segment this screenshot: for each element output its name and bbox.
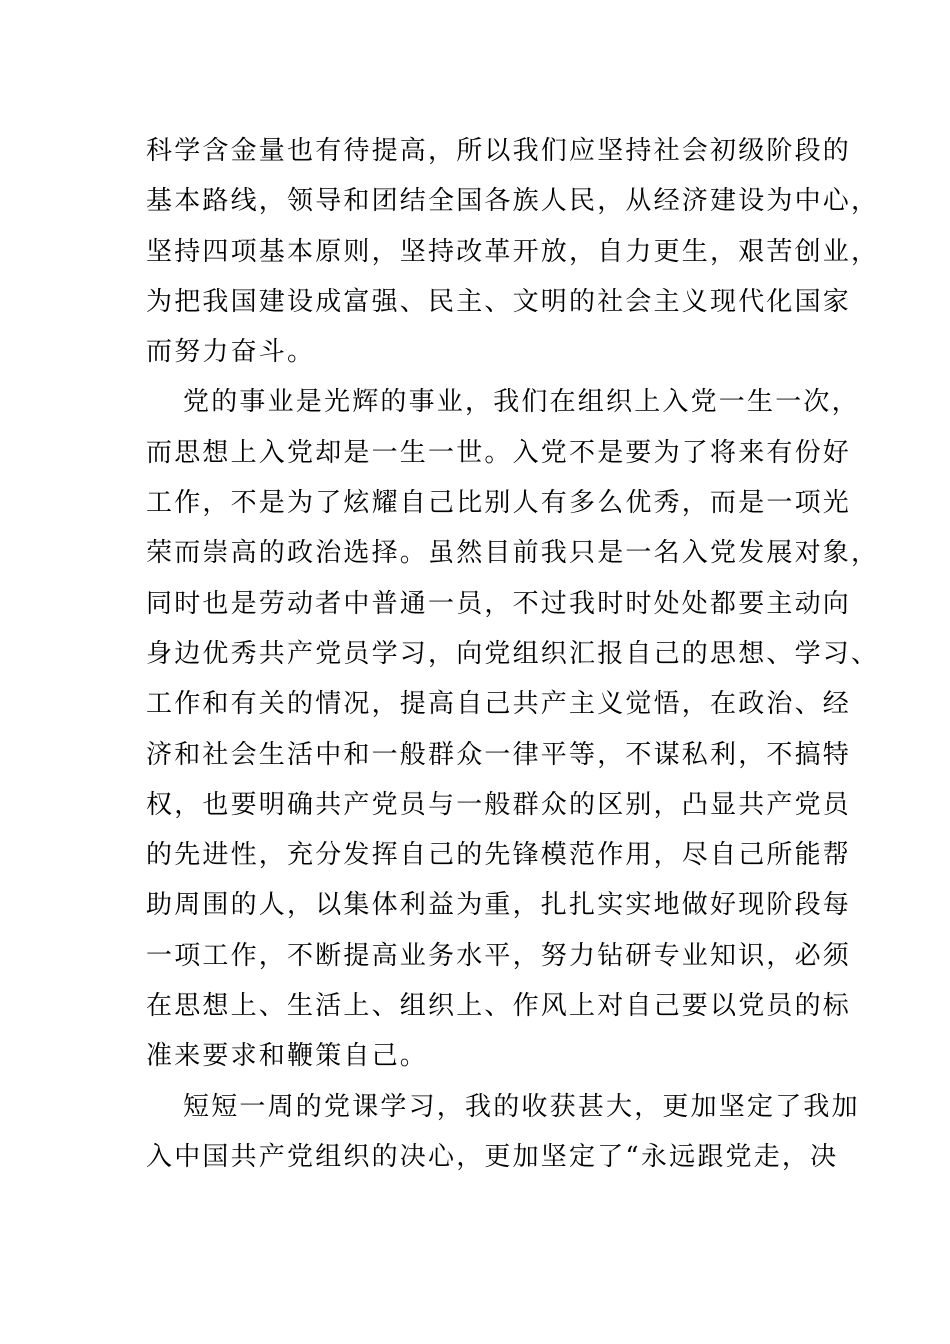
text-line: 而努力奋斗。 [146,337,316,368]
text-line: 而思想上入党却是一生一世。入党不是要为了将来有份好 [146,437,852,468]
text-line: 科学含金量也有待提高，所以我们应坚持社会初级阶段的 [146,136,852,166]
text-line: 为把我国建设成富强、民主、文明的社会主义现代化国家 [146,286,852,317]
text-line: 基本路线，领导和团结全国各族人民，从经济建设为中心， [146,186,880,217]
paragraph-start-line: 党的事业是光辉的事业，我们在组织上入党一生一次， [183,387,860,418]
body-text [146,126,880,1182]
text-line: 济和社会生活中和一般群众一律平等，不谋私利，不搞特 [146,739,852,770]
text-line: 权，也要明确共产党员与一般群众的区别，凸显共产党员 [146,789,852,820]
text-line: 助周围的人，以集体利益为重，扎扎实实地做好现阶段每 [146,890,852,921]
text-line: 荣而崇高的政治选择。虽然目前我只是一名入党发展对象， [146,538,880,569]
paragraph-start-line: 短短一周的党课学习，我的收获甚大，更加坚定了我加 [183,1091,860,1122]
text-line: 坚持四项基本原则，坚持改革开放，自力更生，艰苦创业， [146,236,880,267]
text-line: 入中国共产党组织的决心，更加坚定了“永远跟党走，决 [146,1141,839,1172]
text-line: 身边优秀共产党员学习，向党组织汇报自己的思想、学习、 [146,638,880,669]
text-line: 的先进性，充分发挥自己的先锋模范作用，尽自己所能帮 [146,840,852,871]
text-line: 工作，不是为了炫耀自己比别人有多么优秀，而是一项光 [146,488,852,519]
text-line: 工作和有关的情况，提高自己共产主义觉悟，在政治、经 [146,689,852,720]
text-line: 在思想上、生活上、组织上、作风上对自己要以党员的标 [146,991,852,1022]
text-line: 同时也是劳动者中普通一员，不过我时时处处都要主动向 [146,588,852,619]
text-line: 准来要求和鞭策自己。 [146,1041,429,1072]
text-line: 一项工作，不断提高业务水平，努力钻研专业知识，必须 [146,940,852,971]
